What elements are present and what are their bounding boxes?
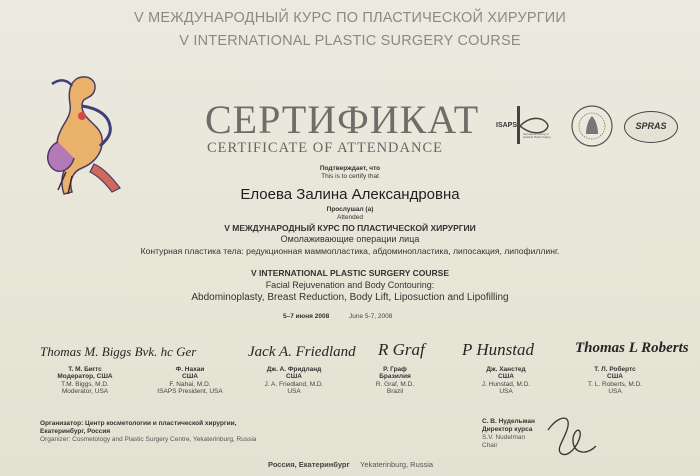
organizer-ru-line2: Екатеринбург, Россия: [40, 428, 111, 435]
signer-graf-ru-role: Бразилия: [379, 373, 411, 381]
isaps-logo-text: ISAPS: [496, 122, 518, 129]
signer-hunstad: [461, 366, 551, 396]
director-ru-role: Директор курса: [482, 426, 533, 433]
attended-ru: Прослушал (а): [326, 206, 374, 213]
signer-hunstad-en-role: USA: [499, 388, 513, 396]
dates-ru: 5–7 июня 2008: [283, 313, 330, 320]
signer-hunstad-ru-role: США: [498, 373, 514, 381]
signer-biggs-ru-name: Т. М. Биггс: [68, 366, 102, 373]
certificate-subtitle: CERTIFICATE OF ATTENDANCE: [207, 140, 443, 156]
dates-en: June 5-7, 2008: [349, 313, 393, 320]
signer-graf-en-name: R. Graf, M.D.: [375, 380, 415, 388]
signature-graf: R Graf: [378, 340, 425, 359]
signer-roberts: [570, 366, 660, 396]
attended-en: Attended: [336, 214, 364, 221]
signer-nahai-ru-role: США: [182, 373, 198, 381]
course-ru-title: V МЕЖДУНАРОДНЫЙ КУРС ПО ПЛАСТИЧЕСКОЙ ХИРУРГИИ: [224, 223, 476, 233]
signer-biggs-ru-role: Модератор, США: [57, 373, 113, 381]
signer-roberts-ru-name: Т. Л. Робертс: [594, 366, 636, 373]
signer-friedland: [246, 366, 342, 396]
signer-friedland-ru-name: Дж. А. Фридланд: [266, 366, 322, 373]
signature-friedland: Jack A. Friedland: [248, 344, 356, 360]
figure-artwork-logo: [38, 72, 130, 200]
signer-biggs-en-role: Moderator, USA: [61, 388, 109, 396]
signer-roberts-en-role: USA: [608, 388, 622, 396]
certify-en: This is to certify that: [321, 173, 379, 180]
header-ru: V МЕЖДУНАРОДНЫЙ КУРС ПО ПЛАСТИЧЕСКОЙ ХИРУРГИИ: [133, 10, 567, 26]
recipient-name: Елоева Залина Александровна: [240, 186, 460, 203]
signer-nahai-en-role: ISAPS President, USA: [157, 388, 223, 396]
signature-roberts: Thomas L Roberts: [575, 340, 689, 356]
society-seal-logo: [570, 104, 614, 148]
signer-friedland-en-name: J. A. Friedland, M.D.: [264, 380, 324, 388]
course-en-line1: Facial Rejuvenation and Body Contouring:: [265, 280, 435, 290]
signature-nudelman: [540, 410, 600, 462]
signer-friedland-ru-role: США: [286, 373, 302, 381]
signer-roberts-ru-role: США: [607, 373, 623, 381]
footer-ru: Россия, Екатеринбург: [268, 460, 350, 469]
organizer-en: Organizer: Cosmetology and Plastic Surgery Centre, Yekaterinburg, Russia: [40, 436, 257, 443]
signer-graf: [355, 366, 435, 396]
footer-en: Yekaterinburg, Russia: [360, 460, 434, 469]
director-ru-name: С. В. Нудельман: [482, 418, 535, 425]
certify-ru: Подтверждает, что: [319, 165, 381, 172]
organizer-ru-line1: Организатор: Центр косметологии и пластической хирургии,: [40, 420, 237, 427]
signer-roberts-en-name: T. L. Roberts, M.D.: [587, 380, 643, 388]
course-ru-line1: Омолаживающие операции лица: [280, 234, 420, 244]
header-en: V INTERNATIONAL PLASTIC SURGERY COURSE: [179, 33, 521, 49]
signer-hunstad-en-name: J. Hunstad, M.D.: [481, 380, 531, 388]
signer-biggs-en-name: T.M. Biggs, M.D.: [61, 380, 109, 388]
director-en-role: Chair: [482, 442, 498, 449]
signer-nahai-ru-name: Ф. Нахаи: [175, 366, 205, 373]
signer-friedland-en-role: USA: [287, 388, 301, 396]
signature-biggs: Thomas M. Biggs Bvk. hc Ger: [40, 344, 197, 359]
signer-graf-en-role: Brazil: [386, 388, 404, 396]
spras-logo-text: SPRAS: [635, 121, 667, 131]
signer-nahai-en-name: F. Nahai, M.D.: [169, 380, 211, 388]
isaps-logo: [496, 104, 550, 148]
signer-biggs: [40, 366, 130, 396]
director-en-name: S.V. Nudelman: [482, 434, 526, 441]
signature-hunstad: P Hunstad: [462, 340, 534, 359]
signer-graf-ru-name: Р. Граф: [383, 366, 407, 373]
signer-hunstad-ru-name: Дж. Ханстед: [486, 366, 526, 373]
certificate-title: СЕРТИФИКАТ: [205, 97, 480, 142]
course-ru-line2: Контурная пластика тела: редукционная маммопластика, абдоминопластика, липосакция, липофиллинг.: [140, 246, 560, 256]
spras-logo: [624, 111, 678, 143]
isaps-logo-subtext: International Society of Aesthetic Plastic Surgery: [523, 133, 551, 139]
signer-nahai: [145, 366, 235, 396]
course-en-title: V INTERNATIONAL PLASTIC SURGERY COURSE: [250, 268, 450, 278]
course-en-line2: Abdominoplasty, Breast Reduction, Body Lift, Liposuction and Lipofilling: [191, 292, 509, 303]
